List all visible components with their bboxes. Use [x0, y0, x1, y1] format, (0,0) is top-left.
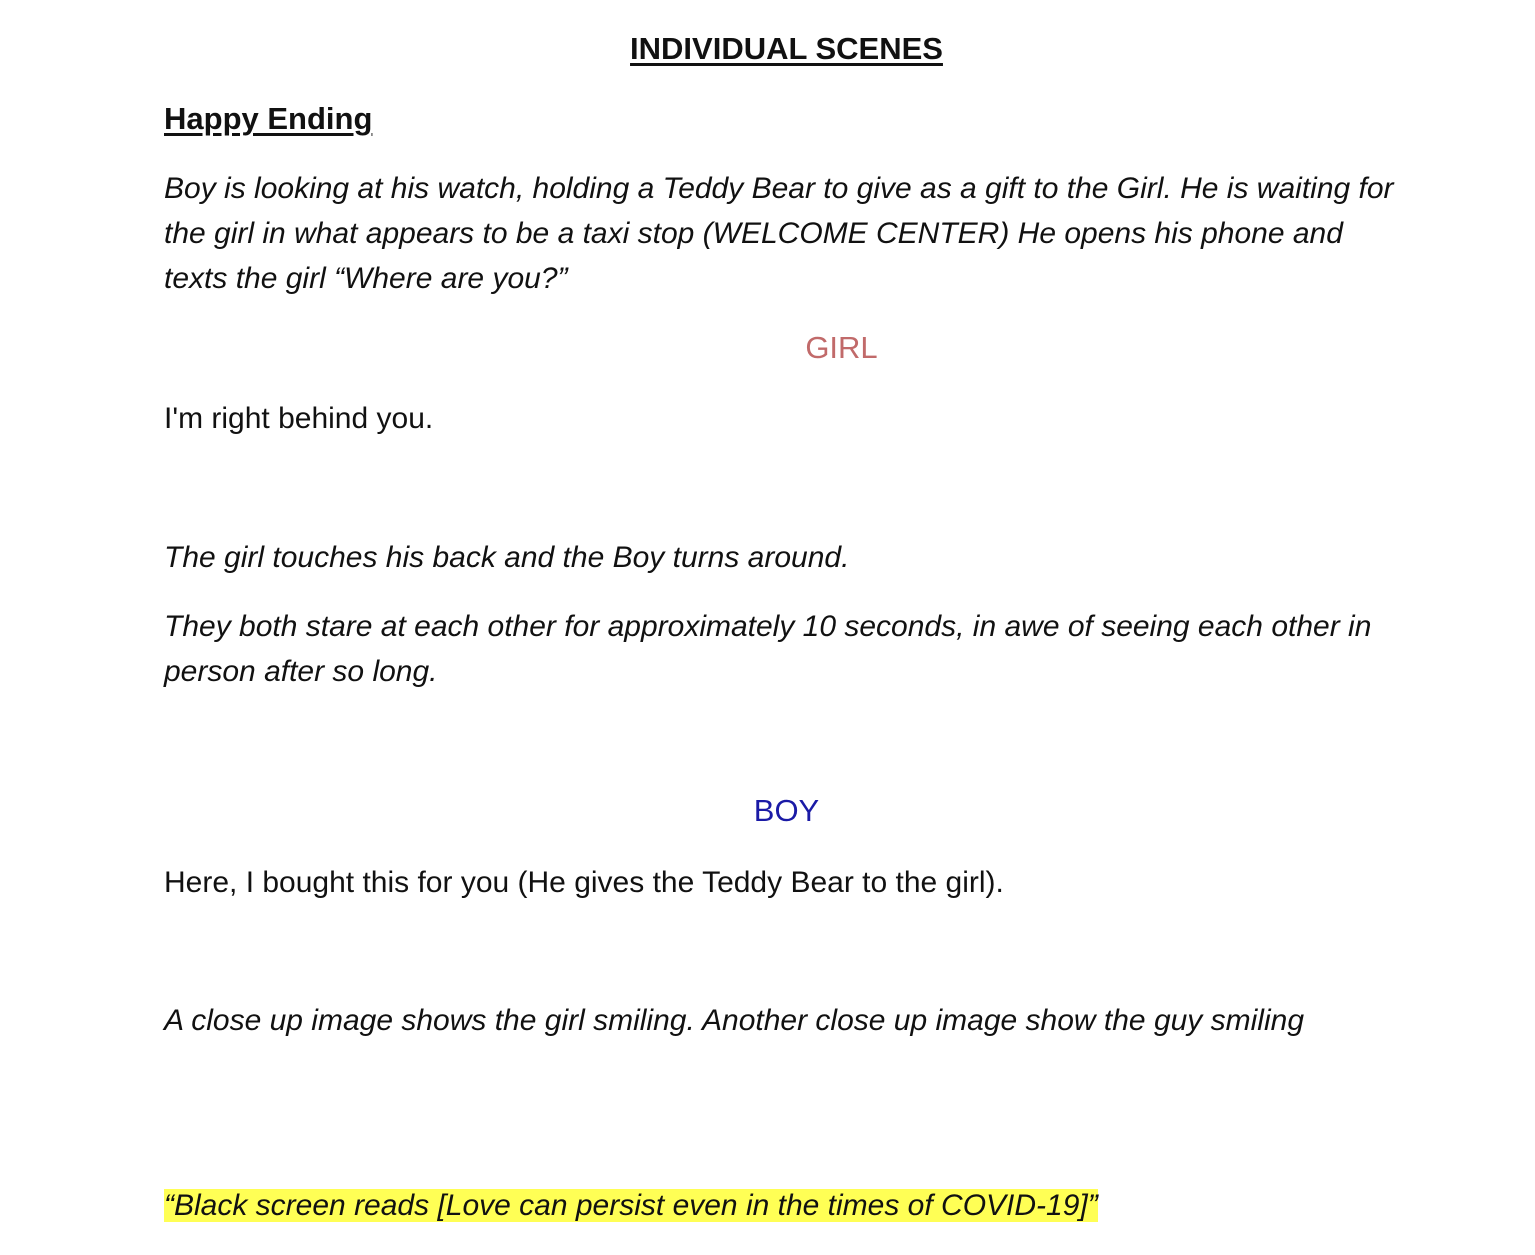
action-paragraph: The girl touches his back and the Boy turns around.	[164, 541, 850, 574]
document-title: INDIVIDUAL SCENES	[630, 31, 943, 66]
closing-line	[164, 1183, 1414, 1228]
speaker-girl: GIRL	[805, 330, 878, 365]
dialogue-boy: Here, I bought this for you (He gives the Teddy Bear to the girl).	[164, 866, 1004, 899]
speaker-boy: BOY	[753, 793, 820, 828]
highlighted-text: “Black screen reads [Love can persist even in the times of COVID-19]”	[164, 1189, 1098, 1222]
action-paragraph: They both stare at each other for approximately 10 seconds, in awe of seeing each other in person after so long.	[164, 610, 1372, 688]
scene-heading: Happy Ending	[164, 101, 373, 136]
dialogue-girl: I'm right behind you.	[164, 402, 434, 435]
action-paragraph: A close up image shows the girl smiling. Another close up image show the guy smiling	[164, 1004, 1304, 1037]
action-paragraph: Boy is looking at his watch, holding a Teddy Bear to give as a gift to the Girl. He is waiting for the girl in what appears to be a taxi stop (WELCOME CENTER) He opens his phone and texts the girl “Where are you?”	[164, 172, 1394, 295]
